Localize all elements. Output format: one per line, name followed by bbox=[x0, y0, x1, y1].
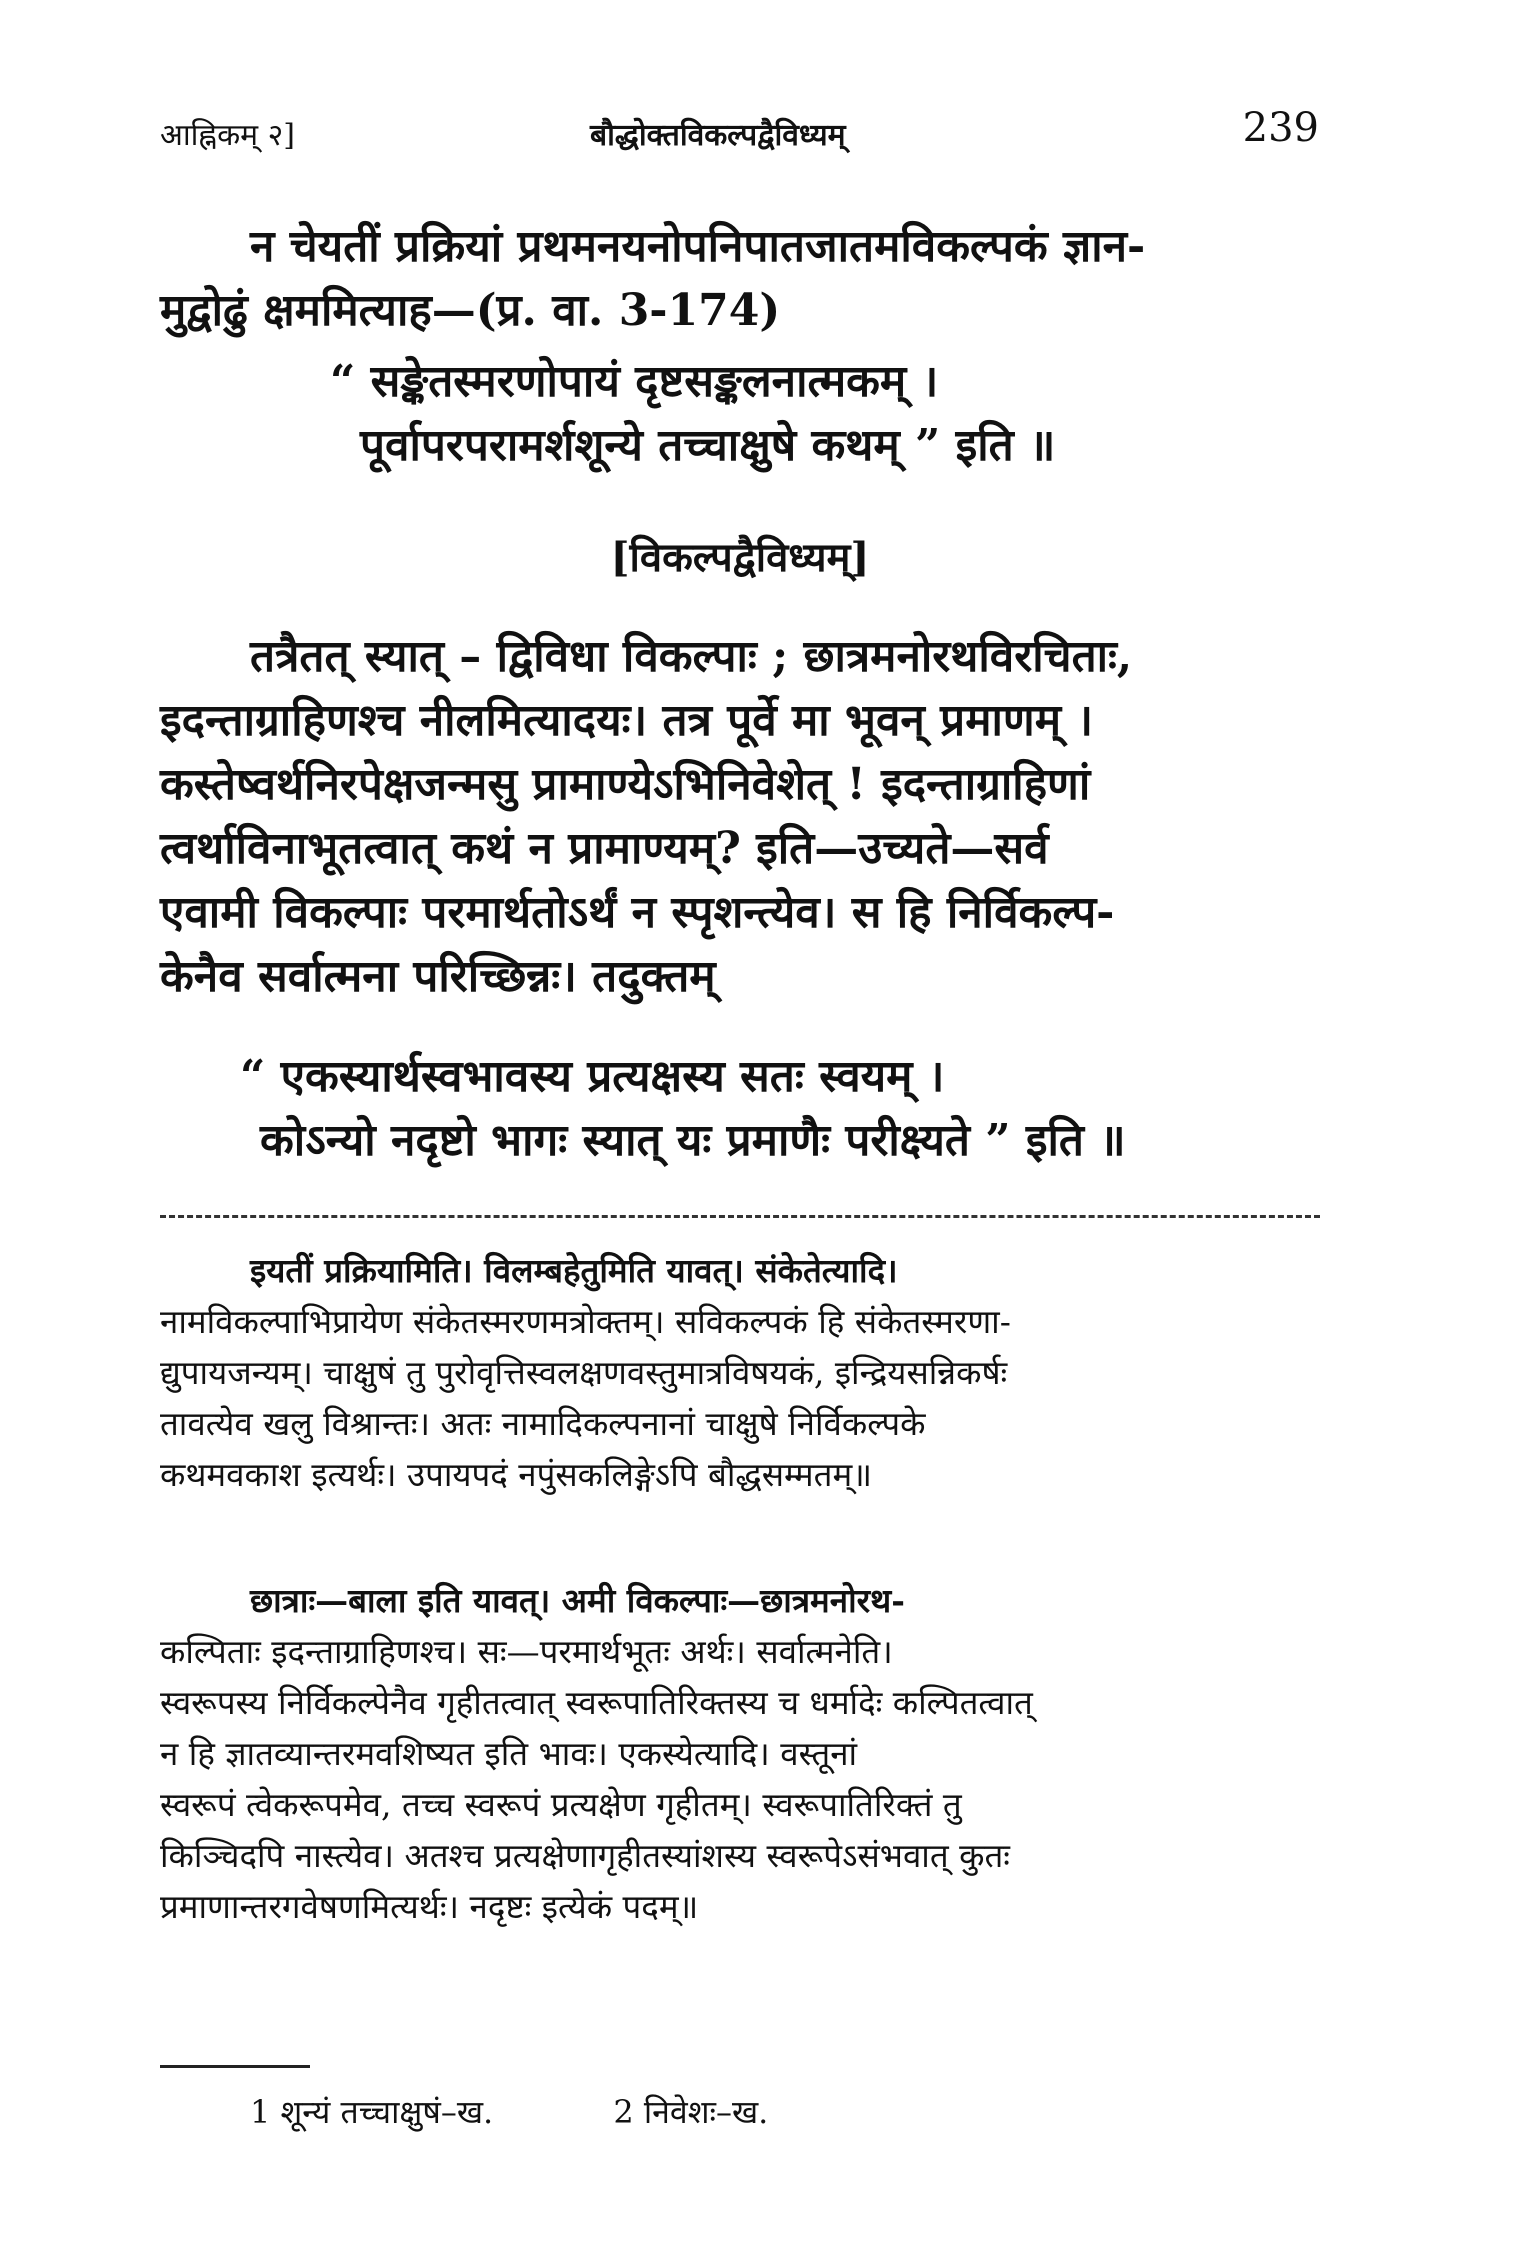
commentary-line: प्रमाणान्तरगवेषणमित्यर्थः। नदृष्टः इत्येकं पदम्॥ bbox=[160, 1887, 699, 1926]
text-line: केनैव सर्वात्मना परिच्छिन्नः। तदुक्तम् bbox=[160, 951, 716, 1002]
footnote-rule bbox=[160, 2065, 310, 2068]
running-title: बौद्धोक्तविकल्पद्वैविध्यम् bbox=[590, 118, 846, 153]
commentary-line: किञ्चिदपि नास्त्येव। अतश्च प्रत्यक्षेणागृहीतस्यांशस्य स्वरूपेऽसंभवात् कुतः bbox=[160, 1836, 1010, 1875]
verse-line: “ एकस्यार्थस्वभावस्य प्रत्यक्षस्य सतः स्वयम् । bbox=[240, 1051, 945, 1102]
text-line: त्वर्थाविनाभूतत्वात् कथं न प्रामाण्यम्? इति—उच्यते—सर्व bbox=[160, 823, 1049, 874]
footnote: 2 निवेशः–ख. bbox=[613, 2093, 769, 2131]
intro-block bbox=[160, 215, 1320, 343]
commentary-paragraph bbox=[160, 1245, 1320, 1500]
commentary-line: स्वरूपं त्वेकरूपमेव, तच्च स्वरूपं प्रत्यक्षेण गृहीतम्। स्वरूपातिरिक्तं तु bbox=[160, 1785, 962, 1824]
commentary-line: कल्पिताः इदन्ताग्राहिणश्च। सः—परमार्थभूतः अर्थः। सर्वात्मनेति। bbox=[160, 1632, 893, 1671]
page-number: 239 bbox=[1242, 105, 1319, 151]
commentary-line: नामविकल्पाभिप्रायेण संकेतस्मरणमत्रोक्तम्। सविकल्पकं हि संकेतस्मरणा- bbox=[160, 1302, 1011, 1341]
commentary-line: द्युपायजन्यम्। चाक्षुषं तु पुरोवृत्तिस्वलक्षणवस्तुमात्रविषयकं, इन्द्रियसन्निकर्षः bbox=[160, 1353, 1008, 1392]
text-line: इदन्ताग्राहिणश्च नीलमित्यादयः। तत्र पूर्वे मा भूवन् प्रमाणम् । bbox=[160, 695, 1094, 746]
section-title: [विकल्पद्वैविध्यम्] bbox=[610, 534, 870, 581]
intro-line: मुद्वोढुं क्षममित्याह—(प्र. वा. 3-174) bbox=[160, 285, 781, 336]
footnotes bbox=[250, 2090, 878, 2133]
verse-line: कोऽन्यो नदृष्टो भागः स्यात् यः प्रमाणैः परीक्ष्यते ” इति ॥ bbox=[260, 1115, 1126, 1166]
running-header bbox=[160, 105, 1319, 165]
chapter-label: आह्निकम् २] bbox=[160, 118, 295, 153]
text-line: एवामी विकल्पाः परमार्थतोऽर्थं न स्पृशन्त्येव। स हि निर्विकल्प- bbox=[160, 887, 1115, 938]
commentary-line: स्वरूपस्य निर्विकल्पेनैव गृहीतत्वात् स्वरूपातिरिक्तस्य च धर्मादेः कल्पितत्वात् bbox=[160, 1683, 1033, 1722]
commentary-paragraph bbox=[160, 1575, 1320, 1932]
commentary-divider bbox=[160, 1215, 1320, 1218]
verse-one bbox=[160, 350, 1320, 478]
main-text bbox=[160, 625, 1320, 1009]
commentary-line: कथमवकाश इत्यर्थः। उपायपदं नपुंसकलिङ्गेऽपि बौद्धसम्मतम्॥ bbox=[160, 1455, 872, 1494]
verse-line: पूर्वापरपरामर्शशून्ये तच्चाक्षुषे कथम् ” इति ॥ bbox=[360, 420, 1056, 471]
section-heading-block bbox=[160, 528, 1320, 583]
verse-line: “ सङ्केतस्मरणोपायं दृष्टसङ्कलनात्मकम् । bbox=[330, 356, 939, 407]
verse-two bbox=[160, 1045, 1320, 1173]
commentary-line: न हि ज्ञातव्यान्तरमवशिष्यत इति भावः। एकस्येत्यादि। वस्तूनां bbox=[160, 1734, 858, 1773]
commentary-line: इयतीं प्रक्रियामिति। विलम्बहेतुमिति यावत्। संकेतेत्यादि। bbox=[250, 1251, 898, 1290]
text-line: कस्तेष्वर्थनिरपेक्षजन्मसु प्रामाण्येऽभिनिवेशेत् ! इदन्ताग्राहिणां bbox=[160, 759, 1091, 810]
footnote: 1 शून्यं तच्चाक्षुषं–ख. bbox=[250, 2093, 494, 2131]
commentary-line: तावत्येव खलु विश्रान्तः। अतः नामादिकल्पनानां चाक्षुषे निर्विकल्पके bbox=[160, 1404, 926, 1443]
intro-line: न चेयतीं प्रक्रियां प्रथमनयनोपनिपातजातमविकल्पकं ज्ञान- bbox=[250, 221, 1146, 272]
commentary-line: छात्राः—बाला इति यावत्। अमी विकल्पाः—छात्रमनोरथ- bbox=[250, 1581, 905, 1620]
text-line: तत्रैतत् स्यात् – द्विविधा विकल्पाः ; छात्रमनोरथविरचिताः, bbox=[250, 631, 1133, 682]
